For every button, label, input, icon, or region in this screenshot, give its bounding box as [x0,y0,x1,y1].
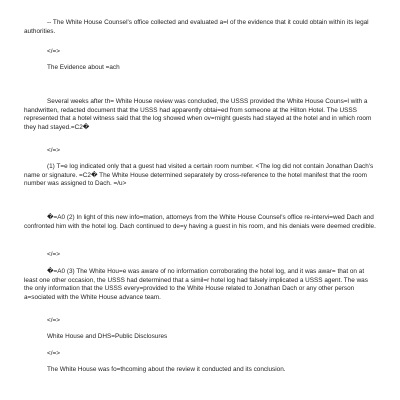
heading-evidence-about-each: The Evidence about =ach [47,64,120,71]
heading-public-disclosures: White House and DHS=Public Disclosures [47,333,168,340]
para-new-information: �=A0 (2) In light of this new info=mation, attorneys from the White House Counsel's office re-intervi=wed Dach and confronted him with the hotel log. Dach continued to de=y having a guest in his room, and his denials were deemed credible. [24,214,376,230]
para-forthcoming: The White House was fo=thcoming about the review it conducted and its conclusion. [47,366,286,373]
markup-close-2: </=> [47,147,60,154]
para-log-indicated: (1) T=e log indicated only that a guest had visited a certain room number. <The log did not contain Jonathan Dach's name or signature. =C2� The White House determined separately by cross-reference to the hotel manifest that the room number was assigned to Dach. =/u> [24,163,374,188]
para-several-weeks: Several weeks after th= White House review was concluded, the USSS provided the White House Couns=l with a handwritten, redacted document that the USSS had apparently obtai=ed from someone at the Hilton Hotel. The USSS represented that a hotel witness said that the log showed when ov=rnight guests had stayed at the hotel and in which room they had stayed.=C2� [24,98,372,131]
markup-close-1: </=> [47,48,60,55]
markup-close-4: </=> [47,317,60,324]
para-counsel-evaluated: -- The White House Counsel's office collected and evaluated a=l of the evidence that it could obtain within its legal authorities. [24,19,369,35]
markup-close-3: </=> [47,251,60,258]
para-no-information: �=A0 (3) The White Hou=e was aware of no information corroborating the hotel log, and it was awar= that on at least one other occasion, the USSS had determined that a simil=r hotel log had falsely implicated a USSS agent. The was the only information that the USSS every=provided to the White House related to Jonathan Dach or any other person a=sociated with the White House advance team. [24,268,368,301]
markup-close-5: </=> [47,350,60,357]
